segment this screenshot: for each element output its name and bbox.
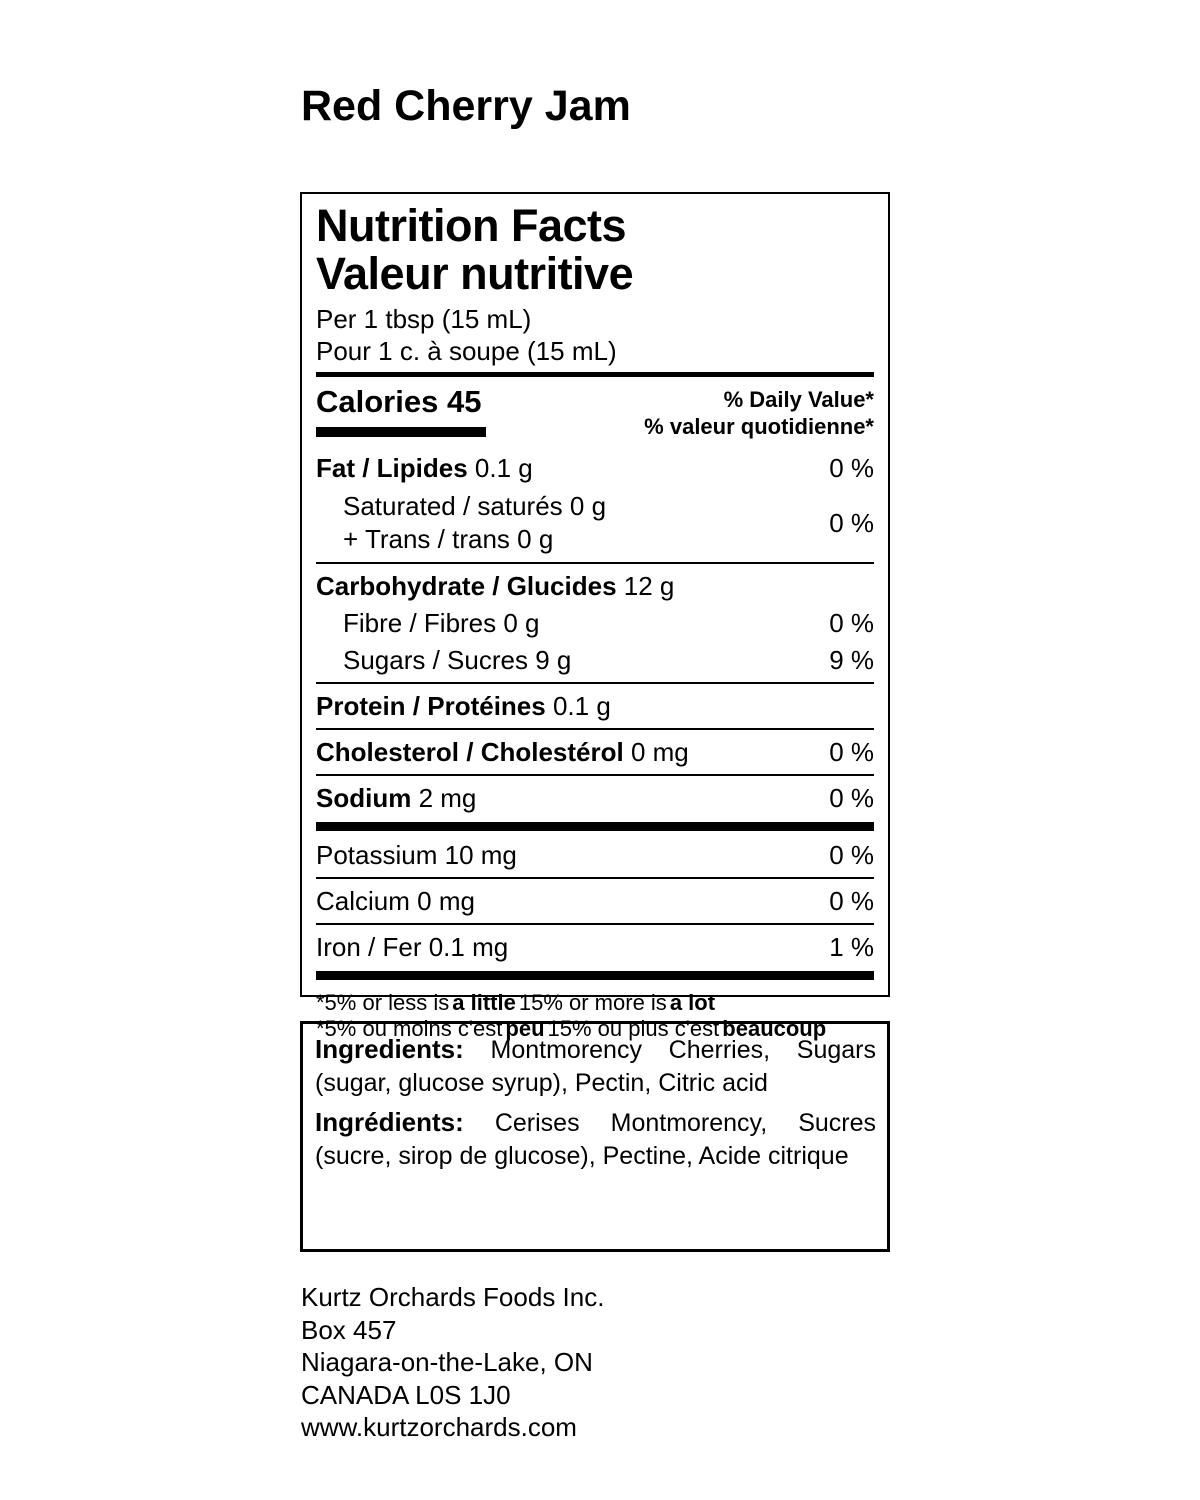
nutrition-facts-heading-fr: Valeur nutritive (316, 247, 634, 299)
row-potassium (316, 833, 874, 877)
calories-value: 45 (446, 384, 482, 420)
ingredients-en (315, 1033, 876, 1100)
footnote-en-pre: *5% or less is (316, 990, 450, 1016)
nutrient-calcium: Calcium 0 mg (316, 886, 475, 917)
nutrient-sugars: Sugars / Sucres 9 g (343, 645, 572, 676)
dv-potassium: 0 % (829, 840, 874, 871)
nutrient-sodium-amount: 2 mg (411, 783, 477, 814)
nutrient-fat-name: Fat / Lipides (316, 453, 468, 484)
daily-value-header-fr: % valeur quotidienne* (644, 414, 874, 440)
nutrition-facts-heading-en: Nutrition Facts (316, 200, 627, 251)
nutrient-saturated: Saturated / saturés 0 g (343, 491, 607, 522)
footnote-en-mid: 15% or more is (518, 990, 667, 1016)
company-info (301, 1281, 604, 1444)
company-city: Niagara-on-the-Lake, ON (301, 1347, 593, 1377)
dv-cholesterol: 0 % (829, 737, 874, 768)
company-name: Kurtz Orchards Foods Inc. (301, 1282, 605, 1312)
nutrient-iron: Iron / Fer 0.1 mg (316, 932, 509, 963)
nutrient-sodium-name: Sodium (316, 783, 412, 814)
ingredients-text-fr: Cerises Montmorency, Sucres (sucre, sirop de glucose), Pectine, Acide citrique (315, 1109, 876, 1170)
dv-sugars: 9 % (829, 645, 874, 676)
divider-medium (316, 372, 874, 377)
calories-underline-bar (316, 427, 486, 437)
product-title: Red Cherry Jam (301, 82, 631, 130)
serving-size-en: Per 1 tbsp (15 mL) (316, 304, 532, 335)
nutrient-protein (316, 691, 611, 722)
divider-thick (316, 822, 874, 831)
company-country-postal: CANADA L0S 1J0 (301, 1379, 511, 1410)
nutrient-cholesterol-name: Cholesterol / Cholestérol (316, 737, 624, 768)
nutrient-fat-amount: 0.1 g (467, 453, 533, 484)
row-fat (316, 446, 874, 490)
nutrient-fat (316, 453, 533, 484)
saturated-trans-lines (316, 490, 606, 556)
nutrient-carbohydrate (316, 571, 674, 602)
nutrient-protein-name: Protein / Protéines (316, 691, 546, 722)
footnote-fr-pre: *5% ou moins c'est (316, 1016, 503, 1042)
divider-thick-bottom (316, 971, 874, 980)
dv-saturated-trans: 0 % (829, 507, 874, 538)
nutrient-sodium (316, 783, 476, 814)
serving-size (316, 303, 874, 367)
nutrient-protein-amount: 0.1 g (545, 691, 611, 722)
footnote-en-a-little: a little (452, 990, 516, 1016)
ingredients-panel (300, 1021, 890, 1252)
dv-fibre: 0 % (829, 608, 874, 639)
nutrition-facts-heading (316, 202, 874, 297)
daily-value-header-en: % Daily Value* (723, 387, 874, 413)
footnote-fr-mid: 15% ou plus c'est (547, 1016, 720, 1042)
row-sodium (316, 774, 874, 820)
footnote-fr-peu: peu (505, 1016, 545, 1042)
nutrient-trans: + Trans / trans 0 g (343, 524, 554, 555)
ingredients-label-en: Ingredients: (315, 1034, 464, 1064)
row-calcium (316, 877, 874, 923)
footnote-fr-beaucoup: beaucoup (722, 1016, 827, 1042)
row-carbohydrate (316, 562, 874, 608)
calories-label: Calories (316, 384, 439, 420)
nutrient-fibre: Fibre / Fibres 0 g (343, 608, 540, 639)
row-fibre (316, 608, 874, 645)
row-sugars (316, 645, 874, 682)
nutrition-facts-panel (300, 192, 890, 1042)
nutrient-carbohydrate-amount: 12 g (616, 571, 675, 602)
footnote-en (316, 990, 874, 1016)
serving-size-fr: Pour 1 c. à soupe (15 mL) (316, 336, 617, 367)
ingredients-text-en: Montmorency Cherries, Sugars (sugar, glucose syrup), Pectin, Citric acid (315, 1036, 876, 1097)
nutrient-cholesterol-amount: 0 mg (623, 737, 689, 768)
row-cholesterol (316, 728, 874, 774)
nutrient-potassium: Potassium 10 mg (316, 840, 517, 871)
ingredients-label-fr: Ingrédients: (315, 1107, 464, 1137)
row-protein (316, 682, 874, 728)
ingredients-fr (315, 1106, 876, 1173)
daily-value-header (644, 386, 874, 440)
row-iron (316, 923, 874, 969)
calories-section (316, 384, 874, 440)
calories (316, 384, 486, 440)
dv-sodium: 0 % (829, 783, 874, 814)
calories-text (316, 384, 486, 420)
dv-iron: 1 % (829, 932, 874, 963)
nutrient-cholesterol (316, 737, 689, 768)
nutrient-carbohydrate-name: Carbohydrate / Glucides (316, 571, 617, 602)
dv-calcium: 0 % (829, 886, 874, 917)
dv-fat: 0 % (829, 453, 874, 484)
footnote-en-a-lot: a lot (669, 990, 716, 1016)
company-box: Box 457 (301, 1314, 397, 1345)
company-website: www.kurtzorchards.com (301, 1412, 577, 1442)
row-saturated-trans (316, 490, 874, 562)
